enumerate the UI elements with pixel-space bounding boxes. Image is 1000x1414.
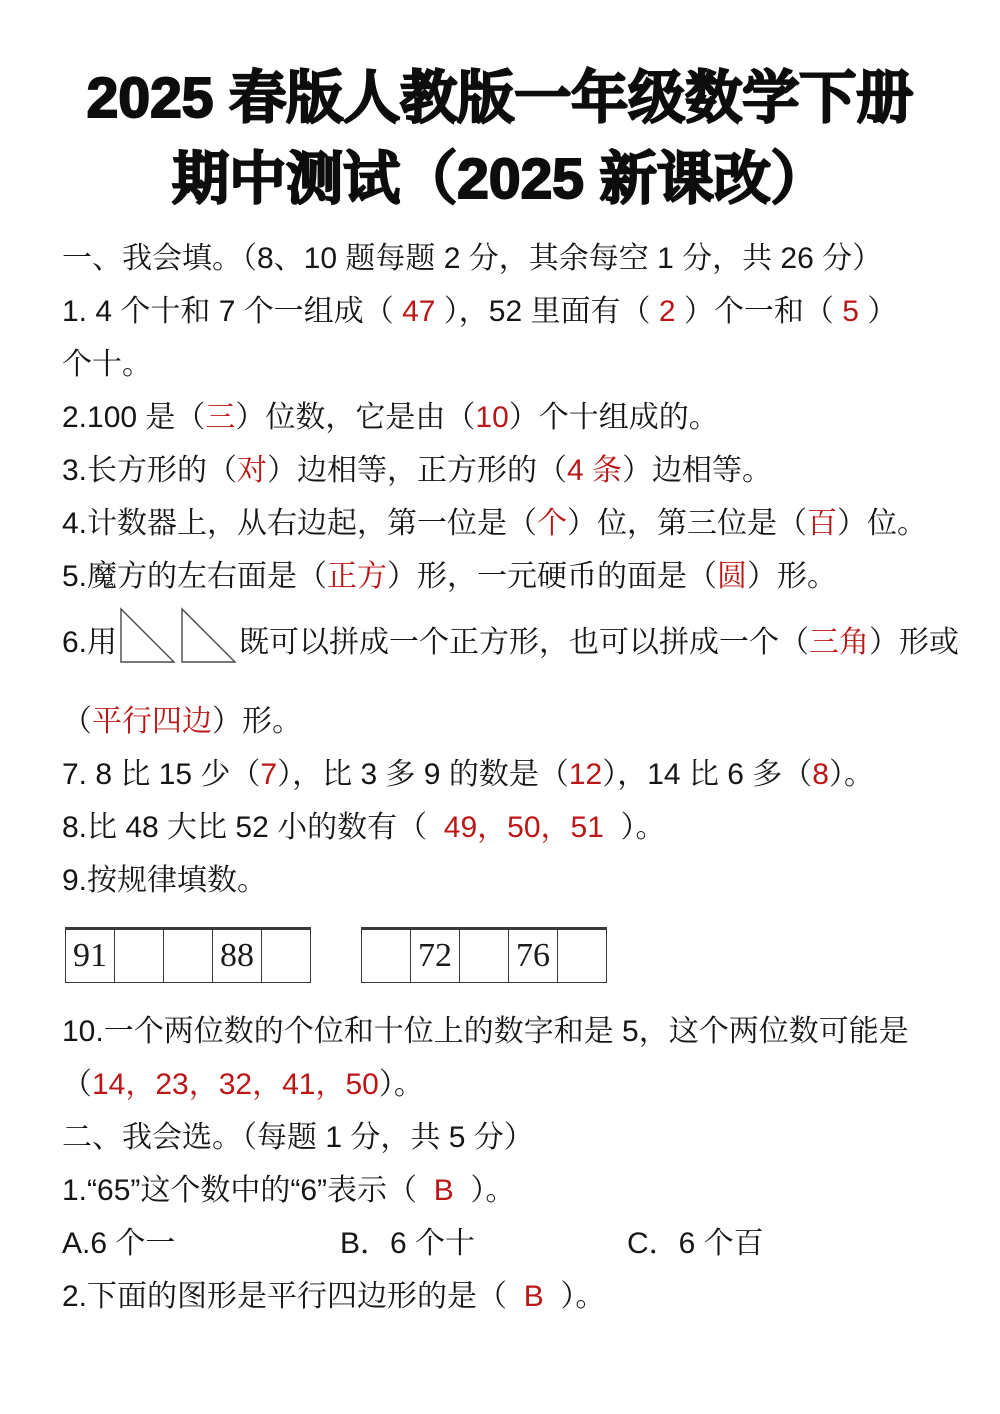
q7-text: ），比 3 多 9 的数是（ bbox=[277, 758, 569, 791]
q8-text: ）。 bbox=[603, 811, 666, 844]
q1-answer-3: 5 bbox=[842, 295, 859, 328]
question-5 bbox=[62, 550, 960, 603]
q3-answer-2: 4 条 bbox=[567, 454, 623, 487]
section2-heading bbox=[62, 1111, 960, 1164]
table2-cell-5 bbox=[557, 930, 606, 982]
q8-answer-1: 49，50，51 bbox=[443, 811, 604, 844]
table2-cell-3 bbox=[459, 930, 508, 982]
q4-text: ）位，第三位是（ bbox=[567, 507, 808, 540]
q1-text: ），52 里面有（ bbox=[435, 295, 659, 328]
question-8 bbox=[62, 801, 960, 854]
q1-answer-2: 2 bbox=[658, 295, 676, 328]
s2q2-text: 2.下面的图形是平行四边形的是（ bbox=[62, 1280, 524, 1313]
q10-text: ）。 bbox=[378, 1068, 424, 1101]
q1-answer-1: 47 bbox=[402, 295, 436, 328]
title-line-2: 期中测试（2025 新课改） bbox=[172, 147, 828, 211]
q10-text: （ bbox=[62, 1068, 92, 1101]
q6-text: 既可以拼成一个正方形，也可以拼成一个（ bbox=[239, 626, 810, 659]
q8-text: 8.比 48 大比 52 小的数有（ bbox=[62, 811, 444, 844]
question-1-line-1 bbox=[62, 285, 960, 338]
q2-text: ）个十组成的。 bbox=[508, 401, 719, 434]
title-line-1: 2025 春版人教版一年级数学下册 bbox=[86, 66, 914, 130]
q6-text: ）形或 bbox=[869, 626, 960, 659]
q5-answer-2: 圆 bbox=[717, 560, 748, 593]
q5-answer-1: 正方 bbox=[327, 560, 388, 593]
table1-cell-4: 88 bbox=[212, 930, 261, 982]
question-2 bbox=[62, 391, 960, 444]
document-title bbox=[0, 0, 1000, 220]
table2-cell-2: 72 bbox=[410, 930, 459, 982]
q5-text: ）形，一元硬币的面是（ bbox=[387, 560, 718, 593]
option-b: B．6 个十 bbox=[340, 1227, 476, 1260]
s2q2-text: ）。 bbox=[543, 1280, 606, 1313]
table1-cell-5 bbox=[261, 930, 310, 982]
q10-text: 10.一个两位数的个位和十位上的数字和是 5，这个两位数可能是 bbox=[62, 1015, 909, 1048]
q1-text: 1. 4 个十和 7 个一组成（ bbox=[62, 295, 403, 328]
option-a: A.6 个一 bbox=[62, 1227, 176, 1260]
q6-answer-1: 三角 bbox=[809, 626, 870, 659]
section2-question-1 bbox=[62, 1164, 960, 1217]
q6-text: （ bbox=[62, 705, 92, 738]
question-6-line-2 bbox=[62, 695, 960, 748]
section2-question-1-options bbox=[62, 1217, 960, 1270]
question-3 bbox=[62, 444, 960, 497]
q10-answer: 14，23，32，41，50 bbox=[92, 1068, 379, 1101]
q6-text: 6.用 bbox=[62, 626, 118, 659]
q4-text: ）位。 bbox=[837, 507, 928, 540]
table1-cell-1: 91 bbox=[65, 930, 114, 982]
table2-cell-4: 76 bbox=[508, 930, 557, 982]
s2q2-answer: B bbox=[523, 1280, 544, 1313]
section-heading-text: 一、我会填。（8、10 题每题 2 分，其余每空 1 分，共 26 分） bbox=[62, 242, 883, 275]
q7-text: ）。 bbox=[828, 758, 874, 791]
q2-text: 2.100 是（ bbox=[62, 401, 206, 434]
q3-text: ）边相等。 bbox=[622, 454, 773, 487]
q2-answer-1: 三 bbox=[205, 401, 236, 434]
q7-text: ），14 比 6 多（ bbox=[602, 758, 813, 791]
q3-answer-1: 对 bbox=[237, 454, 268, 487]
section1-heading bbox=[62, 232, 960, 285]
table2-cell-1 bbox=[361, 930, 410, 982]
q2-text: ）位数，它是由（ bbox=[235, 401, 476, 434]
q5-text: 5.魔方的左右面是（ bbox=[62, 560, 328, 593]
s2q1-text: ）。 bbox=[453, 1174, 516, 1207]
question-7 bbox=[62, 748, 960, 801]
q2-answer-2: 10 bbox=[475, 401, 509, 434]
s2q1-text: 1.“65”这个数中的“6”表示（ bbox=[62, 1174, 434, 1207]
q3-text: 3.长方形的（ bbox=[62, 454, 238, 487]
table1-cell-3 bbox=[163, 930, 212, 982]
q6-text: ）形。 bbox=[212, 705, 302, 738]
q7-answer-1: 7 bbox=[260, 758, 278, 791]
q1-text: 个十。 bbox=[62, 348, 152, 381]
right-triangle-icon bbox=[180, 606, 237, 664]
right-triangle-icon bbox=[119, 606, 176, 664]
question-10-line-2 bbox=[62, 1058, 960, 1111]
q5-text: ）形。 bbox=[747, 560, 838, 593]
worksheet-body bbox=[0, 220, 1000, 1323]
q4-answer-1: 个 bbox=[537, 507, 568, 540]
question-9-label bbox=[62, 854, 960, 907]
section-heading-text: 二、我会选。（每题 1 分，共 5 分） bbox=[62, 1121, 534, 1154]
option-c: C．6 个百 bbox=[627, 1227, 764, 1260]
question-6-line-1 bbox=[62, 603, 960, 683]
q1-text: ） bbox=[858, 295, 898, 328]
number-sequence-table-2 bbox=[361, 927, 607, 983]
question-10-line-1 bbox=[62, 1005, 960, 1058]
question-4 bbox=[62, 497, 960, 550]
question-1-line-2 bbox=[62, 338, 960, 391]
q4-answer-2: 百 bbox=[807, 507, 838, 540]
table1-cell-2 bbox=[114, 930, 163, 982]
s2q1-answer: B bbox=[433, 1174, 454, 1207]
q7-text: 7. 8 比 15 少（ bbox=[62, 758, 261, 791]
section2-question-2 bbox=[62, 1270, 960, 1323]
q7-answer-2: 12 bbox=[568, 758, 603, 791]
number-sequence-tables bbox=[65, 927, 960, 983]
number-sequence-table-1 bbox=[65, 927, 311, 983]
q3-text: ）边相等，正方形的（ bbox=[267, 454, 568, 487]
q7-answer-3: 8 bbox=[812, 758, 829, 791]
q6-answer-2: 平行四边 bbox=[92, 705, 212, 738]
q4-text: 4.计数器上，从右边起，第一位是（ bbox=[62, 507, 538, 540]
q9-text: 9.按规律填数。 bbox=[62, 864, 268, 897]
q1-text: ）个一和（ bbox=[675, 295, 843, 328]
